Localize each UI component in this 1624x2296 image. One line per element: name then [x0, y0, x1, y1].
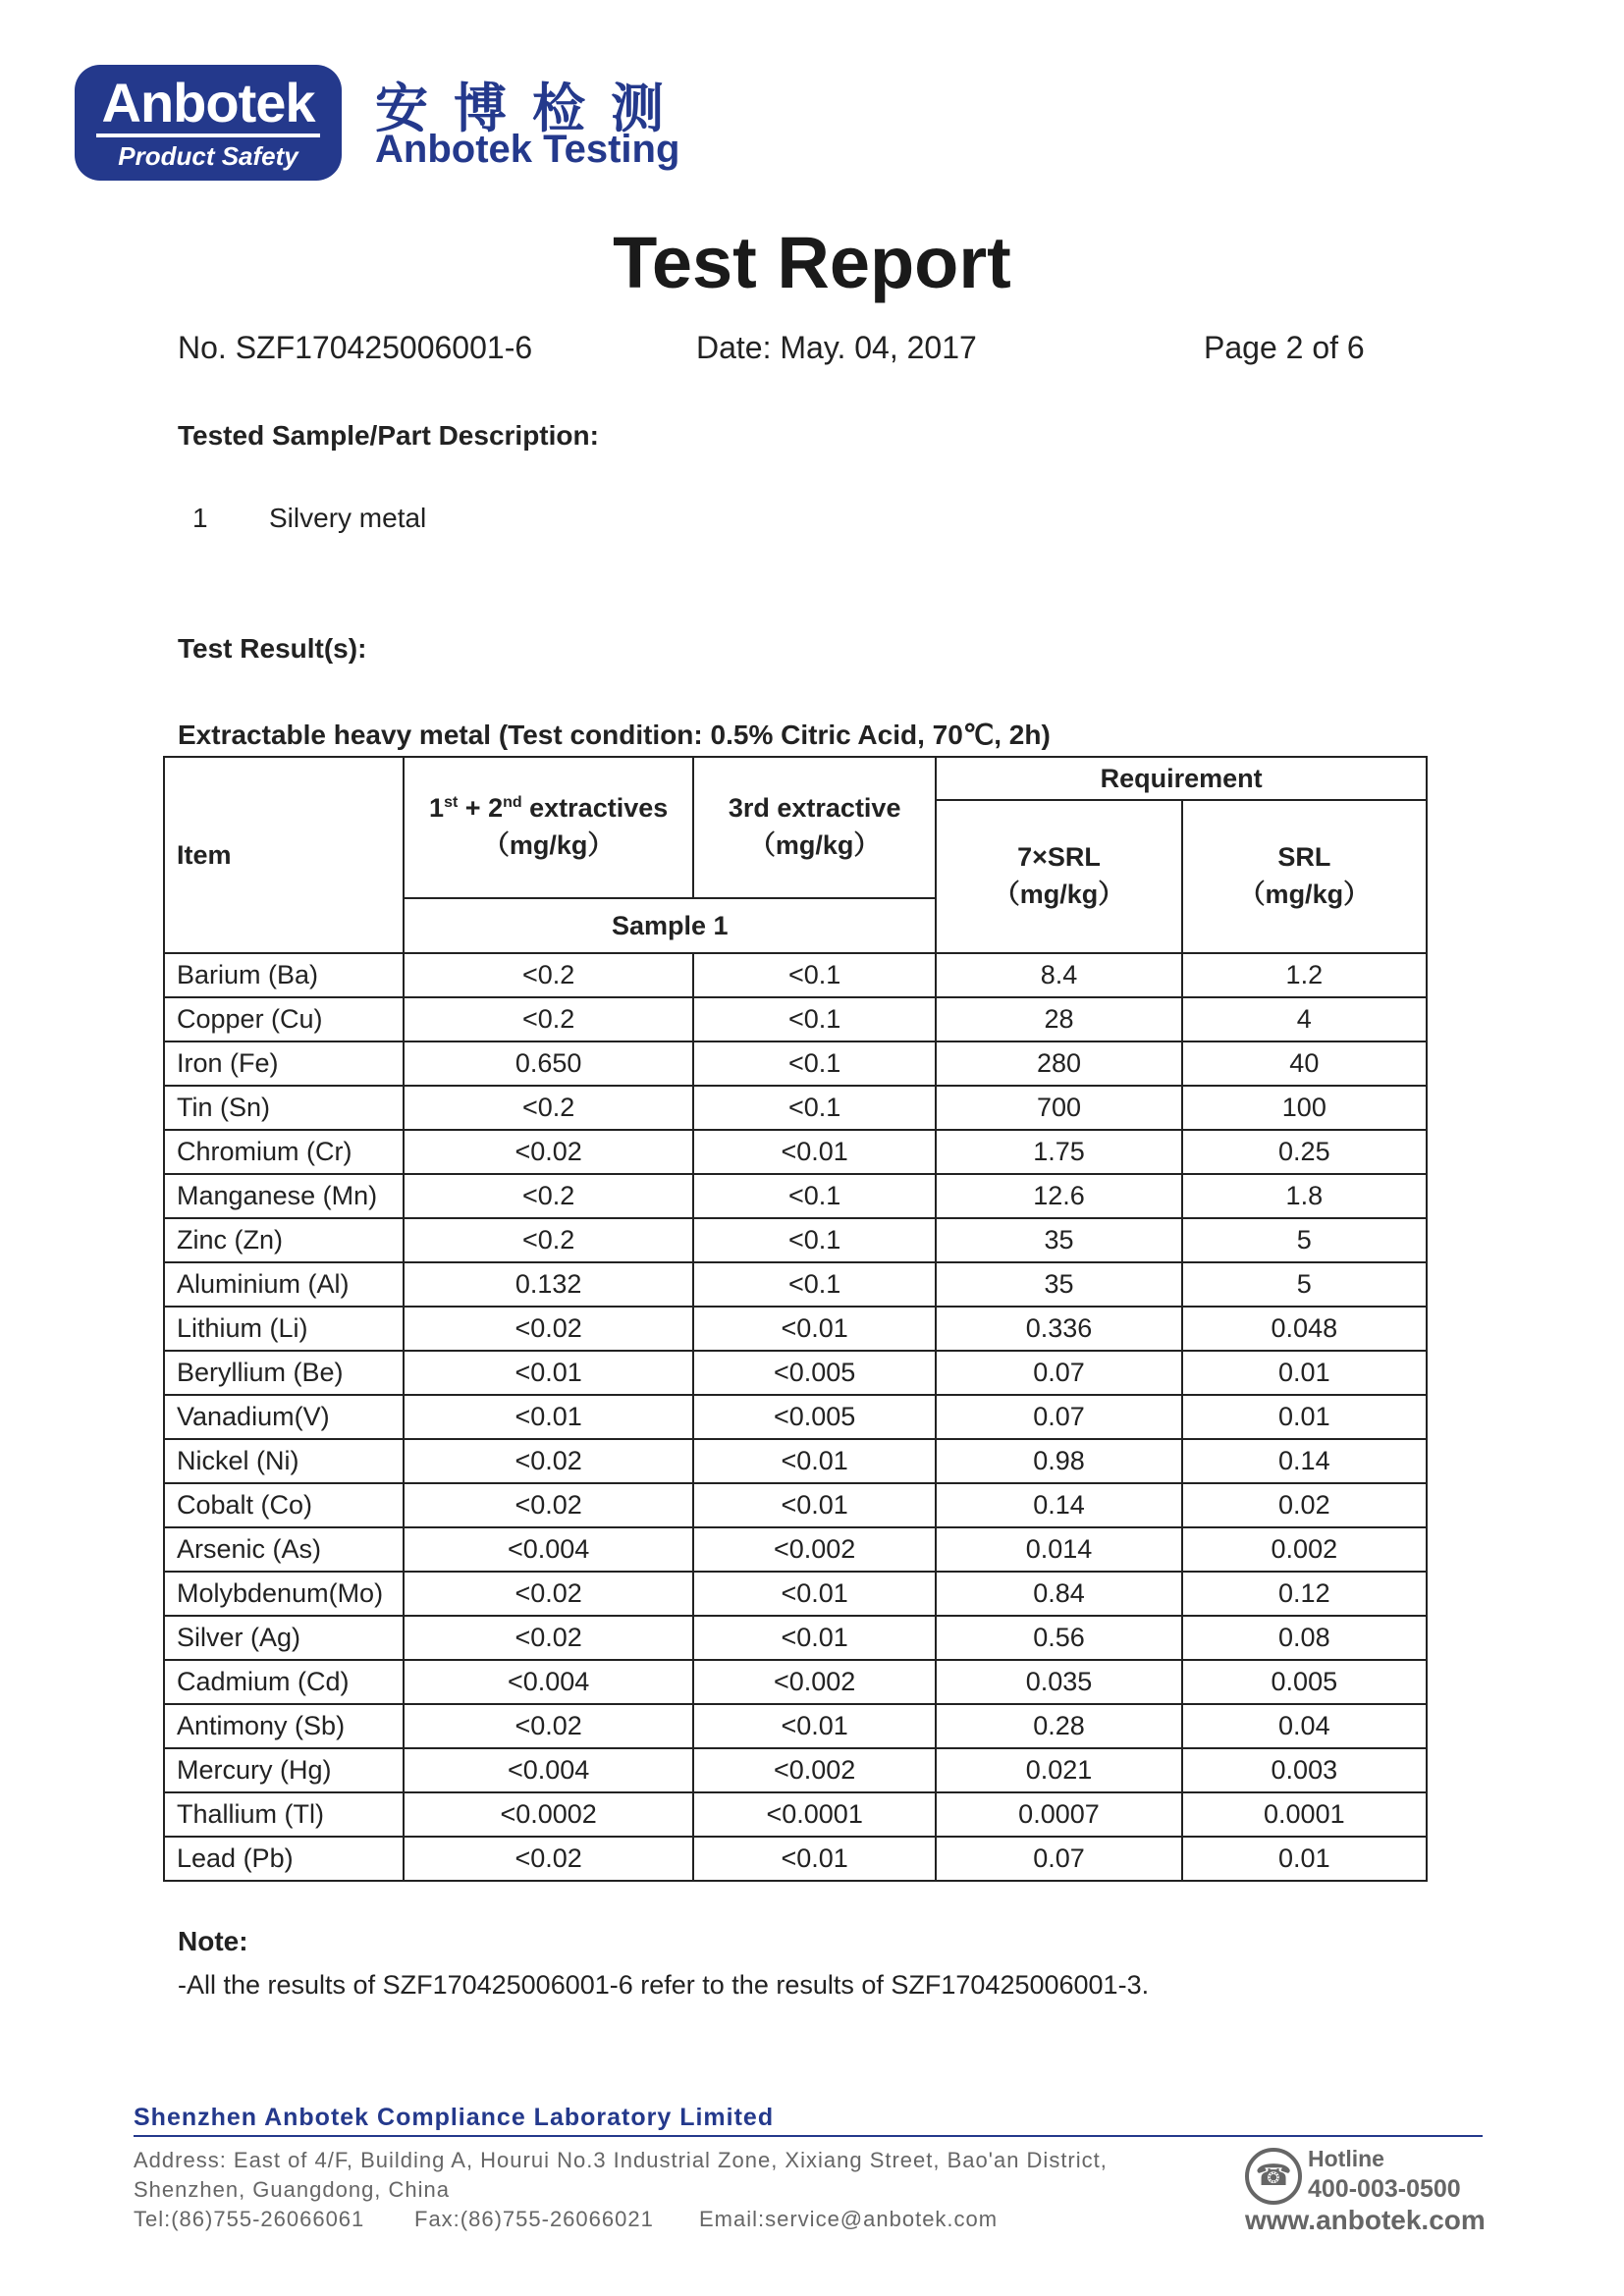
row-value: 0.25: [1182, 1130, 1427, 1174]
row-value: 0.04: [1182, 1704, 1427, 1748]
sample-heading: Tested Sample/Part Description:: [178, 420, 599, 451]
logo-main-text: Anbotek: [101, 72, 315, 133]
row-value: 0.014: [936, 1527, 1181, 1572]
row-value: <0.1: [693, 953, 936, 997]
row-value: <0.2: [404, 1174, 693, 1218]
footer-company: Shenzhen Anbotek Compliance Laboratory Limited: [134, 2104, 775, 2131]
website: www.anbotek.com: [1245, 2205, 1486, 2235]
table-row: [164, 1218, 1427, 1262]
header-extractive-3: 3rd extractive （mg/kg）: [693, 757, 936, 898]
row-value: 1.8: [1182, 1174, 1427, 1218]
table-row: [164, 1130, 1427, 1174]
footer-email: Email:service@anbotek.com: [699, 2207, 999, 2231]
table-row: [164, 1262, 1427, 1307]
company-chinese-name: 安博检测: [375, 78, 689, 139]
row-value: 0.28: [936, 1704, 1181, 1748]
row-value: <0.02: [404, 1439, 693, 1483]
report-date: Date: May. 04, 2017: [696, 330, 977, 365]
footer-fax: Fax:(86)755-26066021: [414, 2207, 654, 2231]
row-value: 0.0001: [1182, 1792, 1427, 1837]
row-value: 40: [1182, 1041, 1427, 1086]
row-value: <0.004: [404, 1527, 693, 1572]
row-value: <0.01: [404, 1395, 693, 1439]
row-value: <0.1: [693, 1041, 936, 1086]
row-value: <0.005: [693, 1395, 936, 1439]
row-value: <0.002: [693, 1527, 936, 1572]
row-item: Cobalt (Co): [164, 1483, 404, 1527]
row-item: Manganese (Mn): [164, 1174, 404, 1218]
row-value: <0.01: [693, 1439, 936, 1483]
company-english-name: Anbotek Testing: [375, 128, 680, 171]
row-item: Lead (Pb): [164, 1837, 404, 1881]
row-value: 0.56: [936, 1616, 1181, 1660]
row-item: Lithium (Li): [164, 1307, 404, 1351]
table-row: [164, 1174, 1427, 1218]
header-item: Item: [164, 757, 404, 953]
row-item: Nickel (Ni): [164, 1439, 404, 1483]
footer-divider: [134, 2135, 1483, 2137]
row-value: 12.6: [936, 1174, 1181, 1218]
row-value: <0.02: [404, 1483, 693, 1527]
row-item: Tin (Sn): [164, 1086, 404, 1130]
sample-number: 1: [192, 503, 208, 533]
row-value: 5: [1182, 1218, 1427, 1262]
row-value: 0.336: [936, 1307, 1181, 1351]
row-value: 0.08: [1182, 1616, 1427, 1660]
row-value: 0.01: [1182, 1395, 1427, 1439]
row-value: 0.14: [936, 1483, 1181, 1527]
row-value: 0.07: [936, 1351, 1181, 1395]
row-item: Aluminium (Al): [164, 1262, 404, 1307]
row-value: 28: [936, 997, 1181, 1041]
row-value: <0.004: [404, 1748, 693, 1792]
row-value: <0.004: [404, 1660, 693, 1704]
row-value: 0.0007: [936, 1792, 1181, 1837]
row-value: 4: [1182, 997, 1427, 1041]
footer-address-1: Address: East of 4/F, Building A, Hourui No.3 Industrial Zone, Xixiang Street, Bao'an District,: [134, 2148, 1108, 2172]
row-value: <0.02: [404, 1572, 693, 1616]
footer-address-2: Shenzhen, Guangdong, China: [134, 2177, 451, 2202]
table-row: [164, 1616, 1427, 1660]
table-row: [164, 1439, 1427, 1483]
row-item: Beryllium (Be): [164, 1351, 404, 1395]
row-value: 5: [1182, 1262, 1427, 1307]
row-value: <0.2: [404, 953, 693, 997]
row-item: Molybdenum(Mo): [164, 1572, 404, 1616]
row-value: 35: [936, 1218, 1181, 1262]
row-value: <0.02: [404, 1130, 693, 1174]
row-value: 0.02: [1182, 1483, 1427, 1527]
row-value: 0.005: [1182, 1660, 1427, 1704]
table-row: [164, 1527, 1427, 1572]
hotline-number: 400-003-0500: [1308, 2175, 1461, 2203]
row-value: <0.01: [693, 1837, 936, 1881]
header-sample: Sample 1: [404, 898, 936, 953]
row-value: 0.650: [404, 1041, 693, 1086]
table-row: [164, 1660, 1427, 1704]
row-value: <0.1: [693, 1086, 936, 1130]
row-value: <0.002: [693, 1748, 936, 1792]
table-row: [164, 1395, 1427, 1439]
row-value: <0.1: [693, 1174, 936, 1218]
row-item: Silver (Ag): [164, 1616, 404, 1660]
row-item: Copper (Cu): [164, 997, 404, 1041]
row-value: <0.1: [693, 1262, 936, 1307]
row-item: Thallium (Tl): [164, 1792, 404, 1837]
row-item: Cadmium (Cd): [164, 1660, 404, 1704]
row-value: 0.07: [936, 1395, 1181, 1439]
row-value: <0.0001: [693, 1792, 936, 1837]
row-value: 100: [1182, 1086, 1427, 1130]
phone-icon: ☎: [1245, 2148, 1302, 2205]
note-text: -All the results of SZF170425006001-6 refer to the results of SZF170425006001-3.: [178, 1970, 1150, 2000]
row-item: Arsenic (As): [164, 1527, 404, 1572]
results-table: [163, 756, 1428, 1882]
results-heading: Test Result(s):: [178, 633, 367, 664]
row-value: <0.2: [404, 997, 693, 1041]
row-value: <0.02: [404, 1616, 693, 1660]
table-row: [164, 1792, 1427, 1837]
row-value: 1.75: [936, 1130, 1181, 1174]
logo-divider: [96, 133, 320, 137]
row-value: 0.002: [1182, 1527, 1427, 1572]
table-row: [164, 1748, 1427, 1792]
row-value: <0.1: [693, 997, 936, 1041]
row-item: Barium (Ba): [164, 953, 404, 997]
logo-sub-text: Product Safety: [118, 141, 298, 171]
row-value: 0.048: [1182, 1307, 1427, 1351]
row-value: <0.01: [693, 1130, 936, 1174]
row-value: <0.005: [693, 1351, 936, 1395]
row-value: <0.2: [404, 1218, 693, 1262]
table-row: [164, 1086, 1427, 1130]
row-value: 280: [936, 1041, 1181, 1086]
hotline-label: Hotline: [1308, 2146, 1384, 2171]
row-value: 0.07: [936, 1837, 1181, 1881]
row-value: <0.01: [693, 1483, 936, 1527]
row-value: 0.132: [404, 1262, 693, 1307]
row-value: <0.2: [404, 1086, 693, 1130]
footer-tel: Tel:(86)755-26066061: [134, 2207, 365, 2231]
row-value: 0.01: [1182, 1837, 1427, 1881]
row-item: Mercury (Hg): [164, 1748, 404, 1792]
table-row: [164, 1307, 1427, 1351]
row-value: <0.02: [404, 1837, 693, 1881]
table-row: [164, 953, 1427, 997]
note-title: Note:: [178, 1926, 248, 1956]
table-row: [164, 1483, 1427, 1527]
row-item: Chromium (Cr): [164, 1130, 404, 1174]
row-value: 0.035: [936, 1660, 1181, 1704]
table-row: [164, 997, 1427, 1041]
row-value: 35: [936, 1262, 1181, 1307]
row-value: 0.01: [1182, 1351, 1427, 1395]
row-value: <0.1: [693, 1218, 936, 1262]
row-item: Antimony (Sb): [164, 1704, 404, 1748]
row-value: <0.01: [693, 1307, 936, 1351]
report-number: No. SZF170425006001-6: [178, 330, 533, 365]
row-value: <0.02: [404, 1307, 693, 1351]
row-value: 0.003: [1182, 1748, 1427, 1792]
row-value: 8.4: [936, 953, 1181, 997]
row-value: <0.01: [693, 1616, 936, 1660]
row-value: <0.0002: [404, 1792, 693, 1837]
header-srl: SRL （mg/kg）: [1182, 800, 1427, 953]
row-value: 0.021: [936, 1748, 1181, 1792]
page-title: Test Report: [613, 222, 1011, 303]
row-value: <0.02: [404, 1704, 693, 1748]
row-item: Iron (Fe): [164, 1041, 404, 1086]
row-value: <0.002: [693, 1660, 936, 1704]
row-item: Zinc (Zn): [164, 1218, 404, 1262]
row-value: 0.14: [1182, 1439, 1427, 1483]
anbotek-logo: [75, 65, 342, 181]
table-caption: Extractable heavy metal (Test condition: 0.5% Citric Acid, 70℃, 2h): [178, 720, 1051, 750]
sample-description: Silvery metal: [269, 503, 427, 533]
row-item: Vanadium(V): [164, 1395, 404, 1439]
row-value: 0.84: [936, 1572, 1181, 1616]
row-value: 0.98: [936, 1439, 1181, 1483]
table-row: [164, 1351, 1427, 1395]
row-value: 1.2: [1182, 953, 1427, 997]
page-number: Page 2 of 6: [1204, 330, 1365, 365]
row-value: <0.01: [693, 1704, 936, 1748]
table-row: [164, 1704, 1427, 1748]
header-7xsrl: 7×SRL （mg/kg）: [936, 800, 1181, 953]
table-row: [164, 1837, 1427, 1881]
row-value: <0.01: [693, 1572, 936, 1616]
header-extractives-1-2: 1st + 2nd extractives （mg/kg）: [404, 757, 693, 898]
row-value: 700: [936, 1086, 1181, 1130]
header-requirement: Requirement: [936, 757, 1427, 800]
table-row: [164, 1041, 1427, 1086]
table-row: [164, 1572, 1427, 1616]
row-value: 0.12: [1182, 1572, 1427, 1616]
row-value: <0.01: [404, 1351, 693, 1395]
